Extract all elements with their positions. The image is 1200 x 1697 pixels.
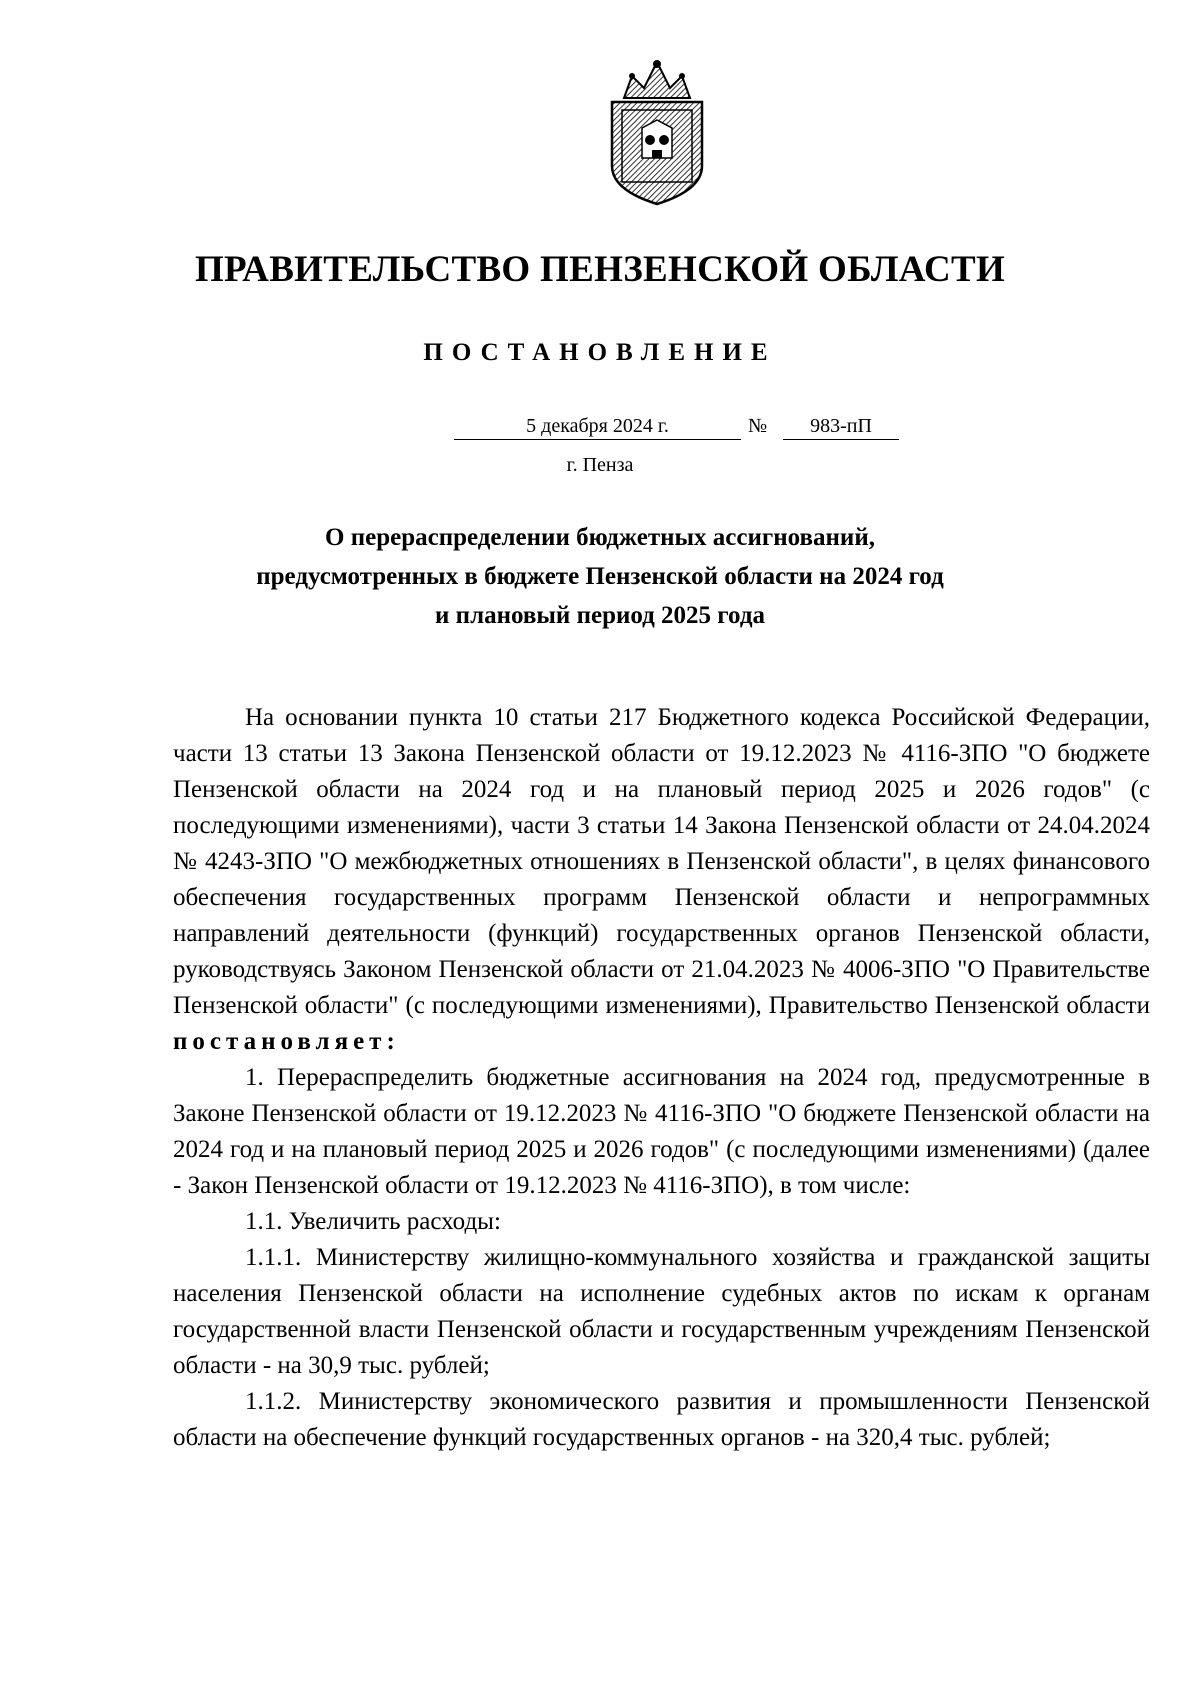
subject-line: предусмотренных в бюджете Пензенской области на 2024 год (256, 563, 944, 590)
item-1-1: 1.1. Увеличить расходы: (245, 1208, 501, 1235)
subject-line: О перераспределении бюджетных ассигнований, (325, 524, 875, 551)
city: г. Пенза (566, 454, 634, 476)
subject-line: и плановый период 2025 года (435, 602, 765, 629)
item-1-1-1: 1.1.1. Министерству жилищно-коммунального хозяйства и гражданской защиты населения Пензенской области на исполнение судебных актов по искам к органам государственной власти Пензенской области и государственным учреждениям Пензенской области - на 30,9 тыс. рублей; (173, 1244, 1150, 1379)
document-type: ПОСТАНОВЛЕНИЕ (423, 339, 777, 366)
document-subject (200, 518, 1000, 635)
number-sign: № (748, 415, 768, 437)
coat-of-arms-icon (602, 58, 712, 208)
item-1: 1. Перераспределить бюджетные ассигнования на 2024 год, предусмотренные в Законе Пензенской области от 19.12.2023 № 4116-ЗПО "О бюджете Пензенской области на 2024 год и на плановый период 2025 и 2026 годов" (с последующими изменениями) (далее - Закон Пензенской области от 19.12.2023 № 4116-ЗПО), в том числе: (173, 1064, 1150, 1199)
document-date: 5 декабря 2024 г. (454, 413, 741, 440)
decree-word: постановляет: (173, 1028, 400, 1055)
item-1-1-2: 1.1.2. Министерству экономического развития и промышленности Пензенской области на обеспечение функций государственных органов - на 320,4 тыс. рублей; (173, 1388, 1150, 1451)
organization-title: ПРАВИТЕЛЬСТВО ПЕНЗЕНСКОЙ ОБЛАСТИ (194, 249, 1006, 290)
document-body (173, 700, 1150, 1456)
document-number: 983-пП (783, 413, 899, 440)
preamble-text: На основании пункта 10 статьи 217 Бюджетного кодекса Российской Федерации, части 13 статьи 13 Закона Пензенской области от 19.12.2023 № 4116-ЗПО "О бюджете Пензенской области на 2024 год и на плановый период 2025 и 2026 годов" (с последующими изменениями), части 3 статьи 14 Закона Пензенской области от 24.04.2024 № 4243-ЗПО "О межбюджетных отношениях в Пензенской области", в целях финансового обеспечения государственных программ Пензенской области и непрограммных направлений деятельности (функций) государственных органов Пензенской области, руководствуясь Законом Пензенской области от 21.04.2023 № 4006-ЗПО "О Правительстве Пензенской области" (с последующими изменениями), Правительство Пензенской области (173, 704, 1150, 1019)
preamble-paragraph (173, 700, 1150, 1060)
